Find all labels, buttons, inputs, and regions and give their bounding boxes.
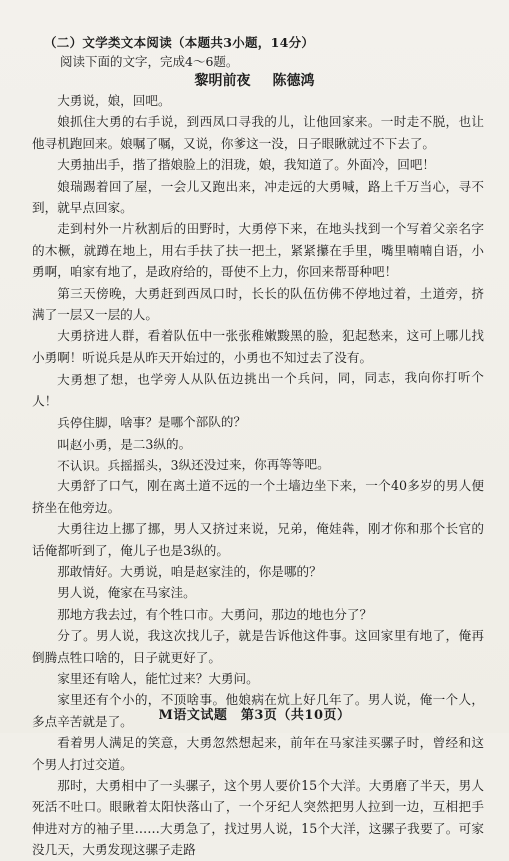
page-footer: M语文试题 第3页（共10页） <box>158 708 351 723</box>
paragraph: 大勇舒了口气，刚在离土道不远的一个土墙边坐下来，一个40多岁的男人便挤坐在他旁边。 <box>32 478 484 515</box>
paragraph: 叫赵小勇，是二3纵的。 <box>57 435 192 452</box>
paragraph: 大勇说，娘，回吧。 <box>57 93 171 108</box>
paragraph: 兵停住脚，啥事？是哪个部队的？ <box>57 414 247 431</box>
paragraph: 分了。男人说，我这次找儿子，就是告诉他这件事。这回家里有地了，俺再倒腾点牲口啥的，日子就更好了。 <box>32 628 484 665</box>
paragraph: 娘抓住大勇的右手说，到西凤口寻我的儿，让他回家来。一时走不脱，也让他寻机跑回来。娘嘱了嘱，又说，你爹这一没，日子眼瞅就过不下去了。 <box>32 114 484 151</box>
story-author: 陈德鸿 <box>272 73 315 89</box>
story-title-row <box>0 70 509 90</box>
paragraph: 走到村外一片秋割后的田野时，大勇停下来，在地头找到一个写着父亲名字的木橛，就蹲在地上，用右手扶了扶一把土，紧紧攥在手里，嘴里喃喃自语，小勇啊，咱家有地了，是政府给的，哥使不上力，你回来帮哥种吧！ <box>32 221 484 280</box>
section-heading: （二）文学类文本阅读（本题共3小题，14分） <box>44 35 315 50</box>
paragraph: 那敢情好。大勇说，咱是赵家洼的，你是哪的？ <box>57 563 322 579</box>
paragraph: 大勇抽出手，揩了揩娘脸上的泪珑，娘，我知道了。外面冷，回吧！ <box>57 157 435 173</box>
paragraph: 不认识。兵摇摇头，3纵还没过来，你再等等吧。 <box>57 456 330 474</box>
paragraph: 那时，大勇相中了一头骡子，这个男人要价15个大洋。大勇磨了半天，男人死活不吐口。眼瞅着太阳快落山了，一个牙纪人突然把男人拉到一边，互相把手伸进对方的袖子里……大勇急了，找过男人说，15个大洋，这骡子我要了。可家没几天，大勇发现这骡子走路 <box>32 778 484 858</box>
instruction-text: 阅读下面的文字，完成4～6题。 <box>60 54 239 69</box>
paragraph: 看着男人满足的笑意，大勇忽然想起来，前年在马家洼买骡子时，曾经和这个男人打过交道。 <box>32 735 484 772</box>
story-title: 黎明前夜 <box>194 73 251 89</box>
paragraph: 那地方我去过，有个牲口市。大勇问，那边的地也分了？ <box>57 606 373 622</box>
paragraph: 娘瑞踢着回了屋，一会儿又跑出来，冲走远的大勇喊，路上千万当心，寻不到，就早点回家。 <box>32 178 484 216</box>
paragraph: 大勇挤进人群，看着队伍中一张张稚嫩黢黑的脸，犯起愁来，这可上哪儿找小勇啊！听说兵是从昨天开始过的，小勇也不知过去了没有。 <box>32 328 484 365</box>
question-header <box>44 33 484 71</box>
paragraph: 家里还有啥人，能忙过来？大勇问。 <box>57 670 259 686</box>
paragraph: 大勇想了想，也学旁人从队伍边挑出一个兵问，同，同志，我向你打听个人！ <box>32 369 484 410</box>
paragraph: 大勇往边上挪了挪，男人又挤过来说，兄弟，俺娃犇，刚才你和那个长官的话俺都听到了，俺儿子也是3纵的。 <box>32 521 484 558</box>
story-body <box>32 90 484 861</box>
paragraph: 男人说，俺家在马家洼。 <box>57 585 196 601</box>
paragraph: 第三天傍晚，大勇赶到西凤口时，长长的队伍仿佛不停地过着，土道旁，挤满了一层又一层的人。 <box>32 285 484 323</box>
paragraph: 家里还有个小的，不顶啥事。他娘病在炕上好几年了。男人说，俺一个人，多点辛苦就是了。 <box>32 692 484 729</box>
